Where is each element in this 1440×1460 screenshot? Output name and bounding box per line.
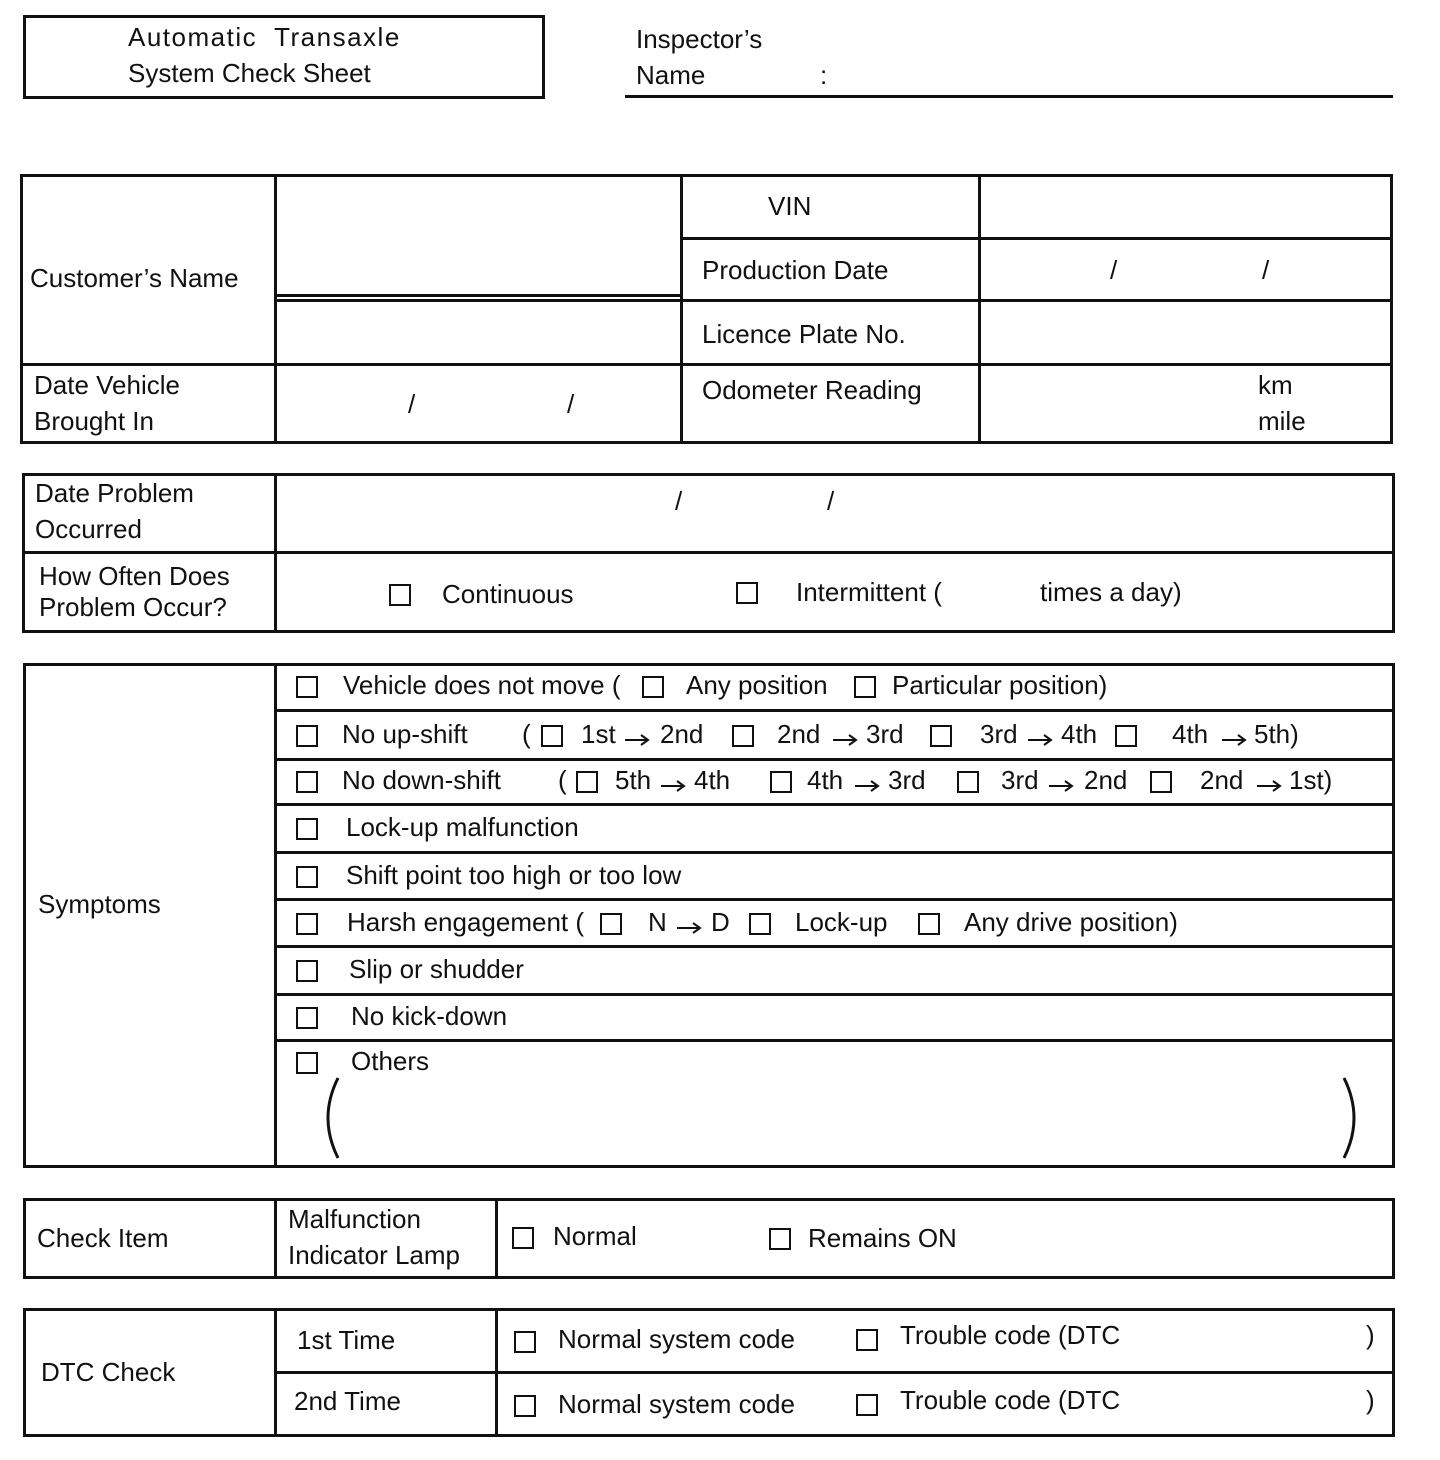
divider — [274, 663, 277, 1168]
downshift-3rd-b-label: 3rd — [1001, 765, 1039, 795]
arrow-right-icon — [832, 734, 858, 746]
downshift-5th-4th-checkbox[interactable] — [576, 771, 598, 793]
production-date-sep-2: / — [1262, 255, 1270, 285]
date-problem-label-line1: Date Problem — [35, 478, 194, 508]
mil-label-line1: Malfunction — [288, 1204, 421, 1234]
downshift-4th-3rd-checkbox[interactable] — [770, 771, 792, 793]
downshift-5th-label: 5th — [615, 765, 652, 795]
odometer-unit-mile: mile — [1258, 406, 1306, 436]
arrow-right-icon — [624, 734, 650, 746]
divider — [276, 851, 1395, 854]
lock-up-malfunction-checkbox[interactable] — [296, 818, 318, 840]
arrow-right-icon — [1221, 734, 1247, 746]
divider — [274, 174, 277, 444]
no-up-shift-checkbox[interactable] — [296, 725, 318, 747]
upshift-3rd-label: 3rd — [866, 719, 904, 749]
dtc-first-code-field[interactable] — [1142, 1320, 1360, 1356]
dtc-first-close-paren: ) — [1366, 1320, 1375, 1350]
divider — [276, 803, 1395, 806]
lock-up-malfunction-label: Lock-up malfunction — [346, 812, 579, 842]
vin-label: VIN — [768, 191, 812, 221]
downshift-3rd-label: 3rd — [888, 765, 926, 795]
harsh-engagement-label: Harsh engagement ( — [347, 907, 585, 937]
arrow-right-icon — [854, 780, 880, 792]
mil-remains-on-label: Remains ON — [808, 1223, 957, 1253]
others-checkbox[interactable] — [296, 1052, 318, 1074]
no-down-shift-checkbox[interactable] — [296, 771, 318, 793]
downshift-2nd-b-label: 2nd — [1200, 765, 1244, 795]
date-problem-sep-2: / — [827, 486, 835, 516]
slip-shudder-label: Slip or shudder — [349, 954, 524, 984]
slip-shudder-checkbox[interactable] — [296, 960, 318, 982]
dtc-second-code-field[interactable] — [1142, 1385, 1360, 1421]
odometer-field[interactable] — [984, 368, 1244, 440]
others-close-bracket — [1340, 1076, 1368, 1160]
times-a-day-label: times a day) — [1040, 577, 1182, 607]
divider — [276, 299, 1393, 302]
odometer-unit-km: km — [1258, 370, 1293, 400]
date-problem-label-line2: Occurred — [35, 514, 142, 544]
arrow-right-icon — [660, 780, 686, 792]
dtc-first-time-label: 1st Time — [297, 1325, 396, 1355]
times-a-day-field[interactable] — [958, 576, 1034, 610]
divider — [978, 174, 981, 444]
divider — [680, 237, 1393, 240]
divider — [276, 898, 1395, 901]
production-date-label: Production Date — [702, 255, 889, 285]
symptoms-label: Symptoms — [38, 889, 161, 919]
harsh-engagement-checkbox[interactable] — [296, 913, 318, 935]
arrow-right-icon — [1256, 780, 1282, 792]
date-brought-in-label-line2: Brought In — [34, 406, 154, 436]
how-often-label-line2: Problem Occur? — [39, 592, 227, 622]
vin-field[interactable] — [984, 178, 1389, 236]
licence-plate-field[interactable] — [984, 304, 1389, 360]
downshift-2nd-1st-checkbox[interactable] — [1150, 771, 1172, 793]
date-problem-sep-1: / — [675, 486, 683, 516]
dtc-first-trouble-checkbox[interactable] — [856, 1329, 878, 1351]
downshift-4th-label: 4th — [694, 765, 731, 795]
date-problem-field[interactable] — [280, 478, 1390, 548]
continuous-label: Continuous — [442, 579, 574, 609]
sheet-title-line2: System Check Sheet — [128, 58, 371, 88]
others-label: Others — [351, 1046, 430, 1076]
upshift-1st-label: 1st — [581, 719, 616, 749]
upshift-4th-label: 4th — [1061, 719, 1098, 749]
dtc-first-normal-checkbox[interactable] — [514, 1331, 536, 1353]
divider — [22, 551, 1395, 554]
check-item-label: Check Item — [37, 1223, 169, 1253]
production-date-field[interactable] — [984, 242, 1389, 297]
customer-name-field[interactable] — [280, 178, 676, 292]
upshift-4th-b-label: 4th — [1172, 719, 1209, 749]
others-text-field[interactable] — [345, 1082, 1335, 1156]
harsh-any-drive-label: Any drive position) — [964, 907, 1178, 937]
harsh-n-d-checkbox[interactable] — [600, 913, 622, 935]
customer-name-field-2[interactable] — [280, 304, 676, 360]
divider — [274, 1198, 277, 1279]
dtc-second-normal-checkbox[interactable] — [514, 1395, 536, 1417]
inspector-label-line2: Name — [636, 60, 706, 90]
particular-position-checkbox[interactable] — [854, 676, 876, 698]
inspector-name-field[interactable] — [840, 60, 1390, 94]
mil-normal-label: Normal — [553, 1221, 637, 1251]
vehicle-does-not-move-label: Vehicle does not move ( — [343, 670, 621, 700]
harsh-n-label: N — [648, 907, 667, 937]
divider — [276, 294, 680, 297]
no-down-shift-open-paren: ( — [558, 765, 567, 795]
harsh-lock-up-label: Lock-up — [795, 907, 888, 937]
dtc-second-close-paren: ) — [1366, 1385, 1375, 1415]
downshift-4th-b-label: 4th — [807, 765, 844, 795]
dtc-second-trouble-label: Trouble code (DTC — [900, 1385, 1121, 1415]
divider — [495, 1198, 498, 1279]
arrow-right-icon — [676, 922, 702, 934]
others-open-bracket — [314, 1076, 342, 1160]
any-position-label: Any position — [686, 670, 828, 700]
upshift-3rd-4th-checkbox[interactable] — [930, 725, 952, 747]
how-often-label-line1: How Often Does — [39, 561, 230, 591]
date-brought-in-field[interactable] — [280, 368, 676, 440]
shift-point-checkbox[interactable] — [296, 866, 318, 888]
divider — [276, 1371, 1395, 1374]
divider — [276, 945, 1395, 948]
upshift-2nd-b-label: 2nd — [777, 719, 821, 749]
shift-point-label: Shift point too high or too low — [346, 860, 682, 890]
divider — [276, 1039, 1395, 1042]
mil-label-line2: Indicator Lamp — [288, 1240, 460, 1270]
divider — [276, 758, 1395, 761]
no-up-shift-open-paren: ( — [522, 719, 531, 749]
inspector-colon: : — [820, 60, 828, 90]
licence-plate-label: Licence Plate No. — [702, 319, 906, 349]
dtc-check-label: DTC Check — [41, 1357, 176, 1387]
downshift-1st-label: 1st) — [1289, 765, 1333, 795]
inspector-label-line1: Inspector’s — [636, 24, 763, 54]
divider — [20, 363, 1393, 366]
upshift-2nd-label: 2nd — [660, 719, 704, 749]
upshift-3rd-b-label: 3rd — [980, 719, 1018, 749]
divider — [276, 993, 1395, 996]
no-up-shift-label: No up-shift — [342, 719, 468, 749]
mil-normal-checkbox[interactable] — [512, 1227, 534, 1249]
no-down-shift-label: No down-shift — [342, 765, 501, 795]
harsh-lock-up-checkbox[interactable] — [749, 913, 771, 935]
odometer-label: Odometer Reading — [702, 375, 922, 405]
upshift-1st-2nd-checkbox[interactable] — [541, 725, 563, 747]
divider — [680, 174, 683, 444]
vehicle-does-not-move-checkbox[interactable] — [296, 676, 318, 698]
intermittent-checkbox[interactable] — [736, 582, 758, 604]
no-kick-down-label: No kick-down — [351, 1001, 508, 1031]
arrow-right-icon — [1048, 780, 1074, 792]
harsh-any-drive-checkbox[interactable] — [918, 913, 940, 935]
upshift-5th-label: 5th) — [1254, 719, 1299, 749]
date-brought-in-sep-1: / — [408, 389, 416, 419]
continuous-checkbox[interactable] — [389, 584, 411, 606]
arrow-right-icon — [1027, 734, 1053, 746]
dtc-second-normal-label: Normal system code — [558, 1389, 795, 1419]
production-date-sep-1: / — [1110, 255, 1118, 285]
divider — [276, 709, 1395, 712]
check-item-table — [23, 1198, 1395, 1279]
customer-name-label: Customer’s Name — [30, 263, 239, 293]
dtc-second-time-label: 2nd Time — [294, 1386, 401, 1416]
inspector-underline — [625, 95, 1393, 98]
dtc-second-trouble-checkbox[interactable] — [856, 1394, 878, 1416]
intermittent-label: Intermittent ( — [796, 577, 942, 607]
downshift-2nd-label: 2nd — [1084, 765, 1128, 795]
sheet-title-line1: Automatic Transaxle — [128, 22, 401, 52]
upshift-4th-5th-checkbox[interactable] — [1115, 725, 1137, 747]
mil-remains-on-checkbox[interactable] — [769, 1228, 791, 1250]
dtc-first-trouble-label: Trouble code (DTC — [900, 1320, 1121, 1350]
harsh-d-label: D — [711, 907, 730, 937]
any-position-checkbox[interactable] — [642, 676, 664, 698]
particular-position-label: Particular position) — [892, 670, 1108, 700]
no-kick-down-checkbox[interactable] — [296, 1007, 318, 1029]
upshift-2nd-3rd-checkbox[interactable] — [732, 725, 754, 747]
date-brought-in-label-line1: Date Vehicle — [34, 370, 180, 400]
date-brought-in-sep-2: / — [567, 389, 575, 419]
dtc-first-normal-label: Normal system code — [558, 1324, 795, 1354]
downshift-3rd-2nd-checkbox[interactable] — [957, 771, 979, 793]
